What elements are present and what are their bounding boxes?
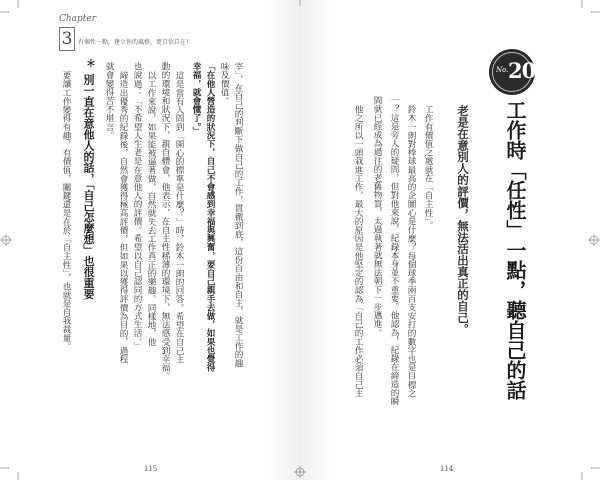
chapter-label: Chapter xyxy=(59,14,97,24)
section-title: 工作時「任性」一點，聽自己的話 xyxy=(503,100,527,400)
left-page-text-column: 以工作來說，如果能被逼著做，自然就失去工作真正的樂趣。同樣地，他 xyxy=(146,71,156,347)
right-page-text-column: 一？這是旁人的疑問，但對他來說，紀錄本身並不重要。他認為，紀錄在締造的瞬 xyxy=(389,96,399,406)
left-page-text-column: 締造出優秀的紀錄後，自然會獲得極高評價，但如果以獲得評價為目的，過程 xyxy=(118,71,128,364)
right-page-text-column: 他之所以一頭栽進工作，最大的原因是他堅定的認為「自己的工作必須自己主 xyxy=(353,105,363,398)
section-heading: 別一直在意他人的話，「自己怎麼想」也很重要 xyxy=(82,74,95,300)
right-page-text-column: 工作有價值之處就在「自主性」。 xyxy=(423,105,433,230)
chapter-title: 有個性一點，建立你的風格，更自信自在！ xyxy=(78,39,193,46)
badge-prefix: No. xyxy=(496,66,509,74)
section-heading-bullet: ＊ xyxy=(86,59,96,70)
right-page-text-column: 鈴木一朗對棒球最高的企圖心是什麼？每個球季兩百支安打的數字也是目標之 xyxy=(406,105,416,398)
left-page-text-column: 也說過：「不希望人生老是在意他人的評價。希望以自己認同的方式生活。」 xyxy=(132,62,142,351)
section-subtitle: 老是在意別人的評價，無法活出真正的自己。 xyxy=(456,105,470,335)
page-number-left: 115 xyxy=(144,465,158,473)
left-page-text-column: 要讓工作變得有趣，有價值，關鍵還是在於「自主性」，也就是自我裁量。 xyxy=(61,71,71,351)
left-page-text-column: 就會變得苦不堪言。 xyxy=(104,62,114,140)
quote-column: 「在他人營造的狀況下，自己不會感到幸福與興奮，要自己親手去做，如果也覺得 xyxy=(205,62,215,372)
quote-column: 幸福，就會懂了。」 xyxy=(191,62,201,136)
badge-number: 20 xyxy=(508,58,536,83)
section-number-badge xyxy=(489,49,535,95)
left-page-text-column: 這是當有人問到「開心的標準是什麼？」時，鈴木一朗的回答。希望在自己主 xyxy=(174,71,184,364)
right-page-text-column: 間就已經成為過往的老舊物質，太過執著就無法朝下一步邁進。 xyxy=(372,96,382,337)
left-page-text-column: 味及價值。 xyxy=(219,62,229,105)
left-page-text-column: 宰」，在自己的判斷下做自己的工作，貫徹到底，這份自由和自主，就是工作的趣 xyxy=(233,62,243,368)
left-page-text-column: 動的環境和狀況下，親自體會，他表示，在自主性稀薄的環境下，無法感受到幸福。 xyxy=(160,62,170,381)
chapter-number: 3 xyxy=(59,27,75,51)
page-number-right: 114 xyxy=(440,465,454,473)
